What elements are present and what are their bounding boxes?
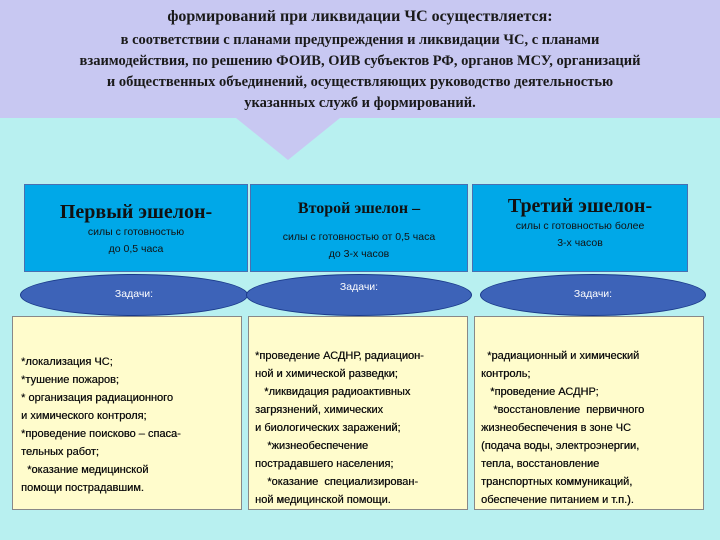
task-item: * организация радиационного [21, 392, 173, 404]
task-item: контроль; [481, 368, 531, 380]
task-item: помощи пострадавшим. [21, 482, 144, 494]
task-box-third [474, 316, 704, 510]
tasks-ellipse-first [20, 274, 248, 316]
task-item: *жизнеобеспечение [255, 440, 369, 452]
echelon-second-sub2: до 3-х часов [328, 248, 390, 260]
task-item: *проведение АСДНР, радиацион- [255, 350, 424, 362]
task-item: *проведение АСДНР; [481, 386, 599, 398]
echelon-third-box [472, 184, 688, 272]
header-line-3: взаимодействия, по решению ФОИВ, ОИВ субъектов РФ, органов МСУ, организаций [79, 53, 641, 69]
echelon-second-title: Второй эшелон – [297, 200, 421, 217]
task-item: тепла, восстановление [481, 458, 600, 470]
task-item: и биологических заражений; [255, 422, 401, 434]
task-item: загрязнений, химических [255, 404, 383, 416]
echelon-second-box [250, 184, 468, 272]
task-item: тельных работ; [21, 446, 99, 458]
tasks-label-third: Задачи: [573, 288, 613, 300]
tasks-label-first: Задачи: [114, 288, 154, 300]
task-item: *радиационный и химический [481, 350, 640, 362]
task-item: *оказание специализирован- [255, 476, 418, 488]
echelon-first-box [24, 184, 248, 272]
task-list-second [255, 347, 424, 509]
task-item: обеспечение питанием и т.п.). [481, 494, 634, 506]
task-item: ной и химической разведки; [255, 368, 398, 380]
task-item: и химического контроля; [21, 410, 147, 422]
tasks-ellipse-third [480, 274, 706, 316]
task-item: (подача воды, электроэнергии, [481, 440, 640, 452]
tasks-ellipse-second [246, 274, 472, 316]
task-list-third [481, 347, 644, 509]
task-item: ной медицинской помощи. [255, 494, 391, 506]
header-line-5: указанных служб и формирований. [244, 95, 476, 111]
task-item: транспортных коммуникаций, [481, 476, 633, 488]
task-item: *восстановление первичного [481, 404, 645, 416]
task-item: *локализация ЧС; [21, 356, 113, 368]
down-arrow-shape [236, 118, 340, 160]
task-box-second [248, 316, 468, 510]
echelon-first-sub2: до 0,5 часа [108, 243, 164, 255]
echelon-first-sub1: силы с готовностью [87, 226, 185, 238]
task-item: жизнеобеспечения в зоне ЧС [481, 422, 631, 434]
echelon-third-sub1: силы с готовностью более [515, 220, 645, 232]
task-item: *проведение поисково – спаса- [21, 428, 181, 440]
task-item: *ликвидация радиоактивных [255, 386, 411, 398]
task-box-first [12, 316, 242, 510]
task-item: *оказание медицинской [21, 464, 149, 476]
task-list-first [21, 353, 181, 497]
task-item: пострадавшего населения; [255, 458, 394, 470]
header-line-2: в соответствии с планами предупреждения и ликвидации ЧС, с планами [120, 32, 600, 48]
echelon-first-title: Первый эшелон- [59, 201, 213, 223]
header-line-4: и общественных объединений, осуществляющих руководство деятельностью [106, 74, 614, 90]
header-title: формирований при ликвидации ЧС осуществляется: [167, 8, 553, 25]
tasks-label-second: Задачи: [339, 281, 379, 293]
echelon-third-sub2: 3-х часов [557, 237, 603, 249]
echelon-third-title: Третий эшелон- [507, 195, 653, 217]
task-item: *тушение пожаров; [21, 374, 119, 386]
echelon-second-sub1: силы с готовностью от 0,5 часа [282, 231, 436, 243]
